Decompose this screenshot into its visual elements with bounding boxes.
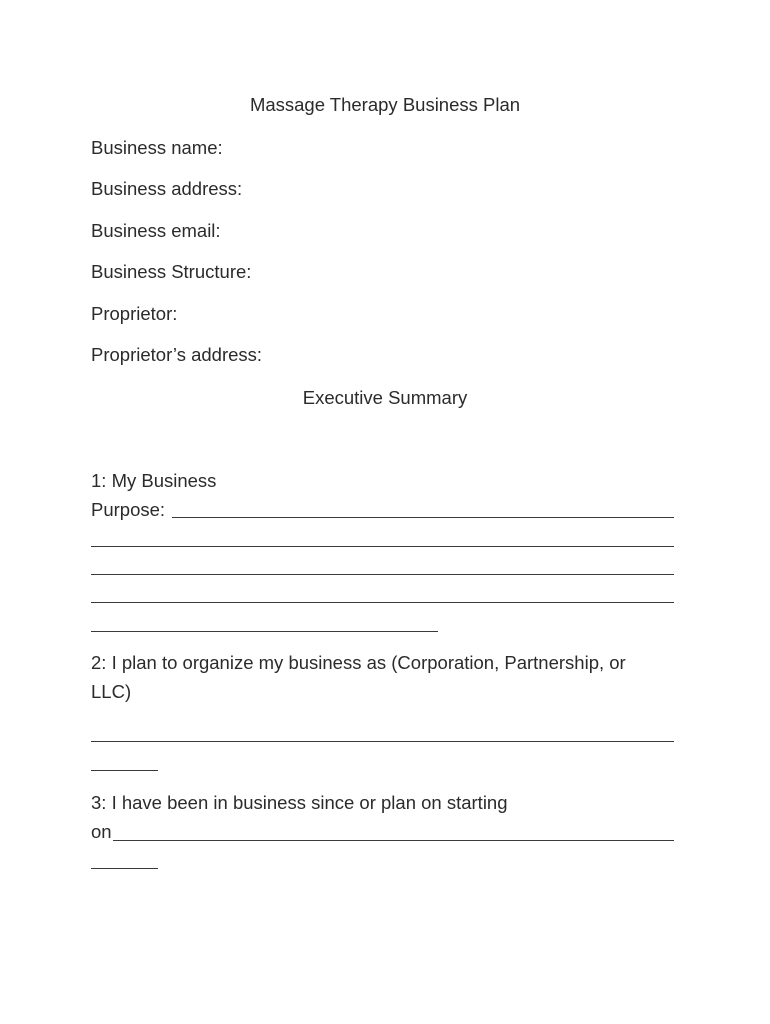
question-3-on-label: on xyxy=(91,821,112,842)
proprietor-label: Proprietor: xyxy=(91,303,178,324)
answer-line[interactable] xyxy=(91,546,674,547)
business-name-label: Business name: xyxy=(91,137,223,158)
purpose-answer-line[interactable] xyxy=(172,517,674,518)
business-address-label: Business address: xyxy=(91,178,243,199)
business-email-label: Business email: xyxy=(91,220,221,241)
answer-line[interactable] xyxy=(91,868,158,869)
start-date-answer-line[interactable] xyxy=(113,840,674,841)
question-2-line-2: LLC) xyxy=(91,681,132,702)
proprietor-address-label: Proprietor’s address: xyxy=(91,344,263,365)
answer-line[interactable] xyxy=(91,602,674,603)
question-3-line-1: 3: I have been in business since or plan on starting xyxy=(91,792,508,813)
question-2-line-1: 2: I plan to organize my business as (Corporation, Partnership, or xyxy=(91,652,626,673)
answer-line[interactable] xyxy=(91,741,674,742)
answer-line[interactable] xyxy=(91,770,158,771)
question-1-heading: 1: My Business xyxy=(91,470,217,491)
executive-summary-heading: Executive Summary xyxy=(302,387,468,408)
question-1-purpose-label: Purpose: xyxy=(91,499,166,520)
answer-line[interactable] xyxy=(91,574,674,575)
document-title: Massage Therapy Business Plan xyxy=(249,94,521,115)
business-structure-label: Business Structure: xyxy=(91,261,252,282)
answer-line[interactable] xyxy=(91,631,438,632)
